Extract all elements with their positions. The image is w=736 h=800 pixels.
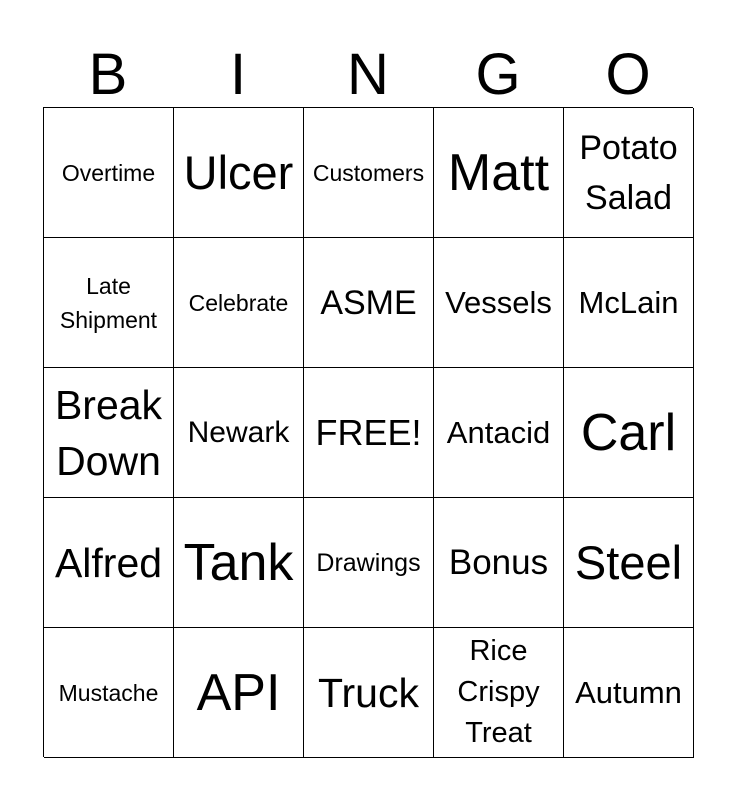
bingo-cell[interactable] — [44, 498, 174, 628]
bingo-cell[interactable] — [174, 108, 304, 238]
bingo-cell[interactable] — [44, 238, 174, 368]
cell-label: Break Down — [54, 381, 163, 484]
cell-label: Drawings — [316, 548, 421, 577]
cell-label: Ulcer — [183, 145, 294, 199]
bingo-cell[interactable] — [304, 628, 434, 758]
cell-label: Tank — [183, 533, 294, 592]
bingo-cell[interactable] — [44, 628, 174, 758]
bingo-grid — [43, 107, 693, 757]
bingo-cell[interactable] — [564, 368, 694, 498]
bingo-cell[interactable] — [174, 628, 304, 758]
cell-label: Matt — [447, 143, 550, 202]
cell-label: Truck — [318, 669, 419, 716]
cell-label: Rice Crispy Treat — [457, 635, 540, 749]
bingo-cell[interactable] — [434, 498, 564, 628]
cell-label: Potato Salad — [579, 128, 678, 217]
bingo-cell[interactable] — [564, 498, 694, 628]
bingo-cell[interactable] — [304, 238, 434, 368]
bingo-cell[interactable] — [174, 498, 304, 628]
cell-label: Steel — [574, 535, 683, 589]
cell-label: ASME — [320, 283, 417, 322]
header-letter-i: I — [229, 42, 247, 107]
cell-label: Celebrate — [188, 289, 289, 316]
bingo-header — [43, 44, 693, 106]
bingo-cell[interactable] — [174, 368, 304, 498]
bingo-cell[interactable] — [434, 368, 564, 498]
cell-label: FREE! — [315, 411, 422, 453]
cell-label: API — [196, 663, 281, 722]
cell-label: Carl — [580, 403, 677, 462]
cell-label: Antacid — [446, 414, 551, 450]
bingo-cell[interactable] — [564, 108, 694, 238]
bingo-cell[interactable] — [44, 108, 174, 238]
cell-label: Customers — [312, 159, 425, 186]
cell-label: Vessels — [445, 284, 552, 320]
cell-label: Newark — [187, 415, 290, 449]
cell-label: Alfred — [54, 539, 163, 586]
bingo-cell[interactable] — [174, 238, 304, 368]
bingo-cell[interactable] — [304, 108, 434, 238]
bingo-cell[interactable] — [304, 368, 434, 498]
header-letter-g: G — [475, 42, 521, 107]
bingo-cell[interactable] — [44, 368, 174, 498]
cell-label: Late Shipment — [59, 272, 158, 333]
cell-label: McLain — [578, 284, 679, 320]
bingo-cell[interactable] — [564, 628, 694, 758]
cell-label: Autumn — [575, 674, 682, 710]
cell-label: Mustache — [58, 679, 159, 706]
header-letter-n: N — [347, 42, 389, 107]
header-letter-o: O — [605, 42, 651, 107]
bingo-cell[interactable] — [434, 238, 564, 368]
bingo-cell[interactable] — [434, 108, 564, 238]
header-letter-b: B — [88, 42, 128, 107]
bingo-cell[interactable] — [434, 628, 564, 758]
cell-label: Overtime — [61, 159, 156, 186]
bingo-cell[interactable] — [304, 498, 434, 628]
cell-label: Bonus — [448, 542, 549, 582]
bingo-cell[interactable] — [564, 238, 694, 368]
